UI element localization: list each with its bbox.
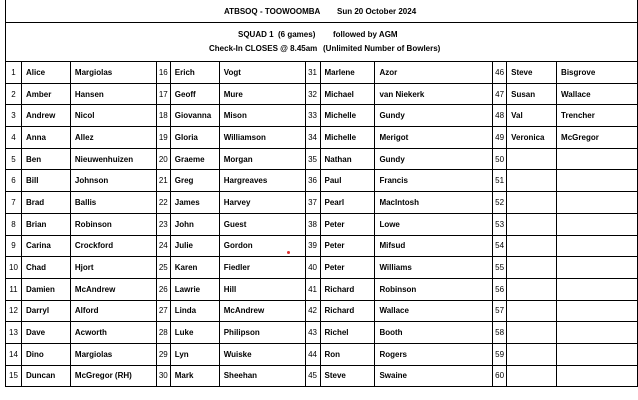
last-name: McGregor (RH) (70, 365, 156, 387)
first-name: Carina (21, 235, 70, 257)
table-row (6, 343, 638, 365)
bowler-number: 40 (305, 257, 320, 279)
first-name: Amber (21, 83, 70, 105)
last-name: Wuiske (219, 343, 305, 365)
table-row (6, 127, 638, 149)
last-name: Acworth (70, 322, 156, 344)
first-name (507, 278, 557, 300)
first-name: Richard (320, 278, 375, 300)
table-row (6, 192, 638, 214)
first-name: Erich (170, 62, 219, 84)
first-name: Dino (21, 343, 70, 365)
first-name (507, 148, 557, 170)
bowler-number: 28 (156, 322, 170, 344)
event-date: Sun 20 October 2024 (337, 7, 417, 16)
first-name: Duncan (21, 365, 70, 387)
first-name (507, 213, 557, 235)
last-name: Mure (219, 83, 305, 105)
last-name (557, 235, 638, 257)
bowler-number: 54 (493, 235, 507, 257)
first-name: Alice (21, 62, 70, 84)
bowler-number: 24 (156, 235, 170, 257)
bowler-number: 35 (305, 148, 320, 170)
table-row (6, 148, 638, 170)
first-name: Brad (21, 192, 70, 214)
first-name: Chad (21, 257, 70, 279)
first-name: Geoff (170, 83, 219, 105)
last-name: van Niekerk (375, 83, 493, 105)
checkin-time: Check-In CLOSES @ 8.45am (209, 44, 318, 53)
last-name: Robinson (375, 278, 493, 300)
last-name: Lowe (375, 213, 493, 235)
last-name: Wallace (375, 300, 493, 322)
last-name (557, 213, 638, 235)
bowler-table (5, 61, 638, 387)
bowler-number: 22 (156, 192, 170, 214)
bowler-number: 44 (305, 343, 320, 365)
last-name: Crockford (70, 235, 156, 257)
table-row (6, 300, 638, 322)
table-row (6, 105, 638, 127)
first-name: Peter (320, 257, 375, 279)
border-left (5, 0, 6, 61)
bowler-number: 3 (6, 105, 22, 127)
first-name: John (170, 213, 219, 235)
first-name: Nathan (320, 148, 375, 170)
first-name: Richel (320, 322, 375, 344)
bowler-number: 16 (156, 62, 170, 84)
table-row (6, 235, 638, 257)
first-name: Val (507, 105, 557, 127)
bowler-number: 19 (156, 127, 170, 149)
first-name (507, 235, 557, 257)
last-name: Sheehan (219, 365, 305, 387)
bowler-number: 17 (156, 83, 170, 105)
bowler-number: 57 (493, 300, 507, 322)
first-name: Richard (320, 300, 375, 322)
last-name: Mifsud (375, 235, 493, 257)
first-name: Brian (21, 213, 70, 235)
first-name (507, 170, 557, 192)
last-name: MacIntosh (375, 192, 493, 214)
first-name: Steve (507, 62, 557, 84)
first-name (507, 300, 557, 322)
last-name: Fiedler (219, 257, 305, 279)
last-name (557, 322, 638, 344)
location: - TOOWOOMBA (260, 7, 321, 16)
last-name: Allez (70, 127, 156, 149)
bowler-number: 45 (305, 365, 320, 387)
bowler-number: 12 (6, 300, 22, 322)
first-name: Michelle (320, 127, 375, 149)
table-row (6, 257, 638, 279)
bowler-number: 42 (305, 300, 320, 322)
first-name: Veronica (507, 127, 557, 149)
bowler-number: 51 (493, 170, 507, 192)
first-name: Ben (21, 148, 70, 170)
table-row (6, 278, 638, 300)
last-name: Bisgrove (557, 62, 638, 84)
last-name (557, 192, 638, 214)
unlimited-note: (Unlimited Number of Bowlers) (323, 44, 441, 53)
bowler-number: 21 (156, 170, 170, 192)
bowler-number: 30 (156, 365, 170, 387)
bowler-number: 7 (6, 192, 22, 214)
last-name: Williams (375, 257, 493, 279)
first-name: Luke (170, 322, 219, 344)
bowler-number: 1 (6, 62, 22, 84)
last-name: Swaine (375, 365, 493, 387)
first-name: Paul (320, 170, 375, 192)
last-name: Guest (219, 213, 305, 235)
bowler-number: 60 (493, 365, 507, 387)
first-name (507, 257, 557, 279)
first-name: Andrew (21, 105, 70, 127)
first-name: Pearl (320, 192, 375, 214)
bowler-number: 33 (305, 105, 320, 127)
bowler-number: 18 (156, 105, 170, 127)
bowler-number: 43 (305, 322, 320, 344)
last-name (557, 300, 638, 322)
last-name: Robinson (70, 213, 156, 235)
first-name: Damien (21, 278, 70, 300)
bowler-number: 32 (305, 83, 320, 105)
last-name: Alford (70, 300, 156, 322)
bowler-number: 49 (493, 127, 507, 149)
bowler-number: 50 (493, 148, 507, 170)
last-name: McAndrew (70, 278, 156, 300)
last-name: Francis (375, 170, 493, 192)
last-name (557, 148, 638, 170)
bowler-number: 2 (6, 83, 22, 105)
last-name: Williamson (219, 127, 305, 149)
last-name: Johnson (70, 170, 156, 192)
first-name: Lyn (170, 343, 219, 365)
bowler-number: 31 (305, 62, 320, 84)
marker-dot (287, 251, 290, 254)
bowler-number: 59 (493, 343, 507, 365)
last-name: Booth (375, 322, 493, 344)
first-name (507, 322, 557, 344)
last-name: Hill (219, 278, 305, 300)
table-row (6, 62, 638, 84)
bowler-number: 55 (493, 257, 507, 279)
table-row (6, 170, 638, 192)
first-name: Ron (320, 343, 375, 365)
first-name: Gloria (170, 127, 219, 149)
last-name: Wallace (557, 83, 638, 105)
first-name: Susan (507, 83, 557, 105)
first-name: Anna (21, 127, 70, 149)
first-name: Graeme (170, 148, 219, 170)
last-name: McAndrew (219, 300, 305, 322)
last-name: Nieuwenhuizen (70, 148, 156, 170)
first-name: Marlene (320, 62, 375, 84)
last-name: Margiolas (70, 343, 156, 365)
first-name: Darryl (21, 300, 70, 322)
bowler-number: 46 (493, 62, 507, 84)
last-name: Nicol (70, 105, 156, 127)
last-name: Azor (375, 62, 493, 84)
first-name: Dave (21, 322, 70, 344)
first-name: Karen (170, 257, 219, 279)
agm-note: followed by AGM (333, 30, 398, 39)
last-name: Margiolas (70, 62, 156, 84)
bowler-number: 25 (156, 257, 170, 279)
first-name: Michael (320, 83, 375, 105)
first-name (507, 365, 557, 387)
last-name: Gundy (375, 148, 493, 170)
first-name: Greg (170, 170, 219, 192)
last-name: Ballis (70, 192, 156, 214)
bowler-number: 53 (493, 213, 507, 235)
bowler-number: 37 (305, 192, 320, 214)
bowler-number: 9 (6, 235, 22, 257)
first-name: Linda (170, 300, 219, 322)
bowler-number: 6 (6, 170, 22, 192)
bowler-number: 26 (156, 278, 170, 300)
last-name: Vogt (219, 62, 305, 84)
first-name: Peter (320, 213, 375, 235)
first-name (507, 343, 557, 365)
last-name: Hjort (70, 257, 156, 279)
first-name: Peter (320, 235, 375, 257)
bowler-number: 11 (6, 278, 22, 300)
first-name: Michelle (320, 105, 375, 127)
first-name: Bill (21, 170, 70, 192)
first-name: Julie (170, 235, 219, 257)
bowler-number: 23 (156, 213, 170, 235)
last-name: Hansen (70, 83, 156, 105)
first-name: James (170, 192, 219, 214)
squad-info: SQUAD 1 (6 games) (238, 30, 316, 39)
header-divider (5, 22, 638, 23)
bowler-number: 36 (305, 170, 320, 192)
last-name: Mison (219, 105, 305, 127)
bowler-number: 20 (156, 148, 170, 170)
table-row (6, 83, 638, 105)
table-row (6, 322, 638, 344)
bowler-number: 48 (493, 105, 507, 127)
bowler-number: 34 (305, 127, 320, 149)
bowler-number: 52 (493, 192, 507, 214)
bowler-number: 41 (305, 278, 320, 300)
bowler-number: 15 (6, 365, 22, 387)
first-name: Mark (170, 365, 219, 387)
last-name (557, 257, 638, 279)
bowler-number: 13 (6, 322, 22, 344)
last-name: Hargreaves (219, 170, 305, 192)
last-name (557, 170, 638, 192)
bowler-number: 47 (493, 83, 507, 105)
bowler-number: 5 (6, 148, 22, 170)
bowler-number: 29 (156, 343, 170, 365)
last-name: Gordon (219, 235, 305, 257)
bowler-number: 8 (6, 213, 22, 235)
bowler-number: 14 (6, 343, 22, 365)
table-row (6, 365, 638, 387)
bowler-number: 10 (6, 257, 22, 279)
org-name: ATBSOQ (224, 7, 258, 16)
last-name (557, 365, 638, 387)
first-name: Lawrie (170, 278, 219, 300)
last-name: Philipson (219, 322, 305, 344)
bowler-number: 38 (305, 213, 320, 235)
bowler-number: 58 (493, 322, 507, 344)
last-name: Gundy (375, 105, 493, 127)
first-name: Steve (320, 365, 375, 387)
bowler-number: 56 (493, 278, 507, 300)
last-name (557, 278, 638, 300)
first-name: Giovanna (170, 105, 219, 127)
last-name: Morgan (219, 148, 305, 170)
bowler-number: 4 (6, 127, 22, 149)
last-name (557, 343, 638, 365)
bowler-number: 39 (305, 235, 320, 257)
bowler-number: 27 (156, 300, 170, 322)
table-row (6, 213, 638, 235)
first-name (507, 192, 557, 214)
last-name: McGregor (557, 127, 638, 149)
last-name: Merigot (375, 127, 493, 149)
last-name: Harvey (219, 192, 305, 214)
last-name: Rogers (375, 343, 493, 365)
last-name: Trencher (557, 105, 638, 127)
